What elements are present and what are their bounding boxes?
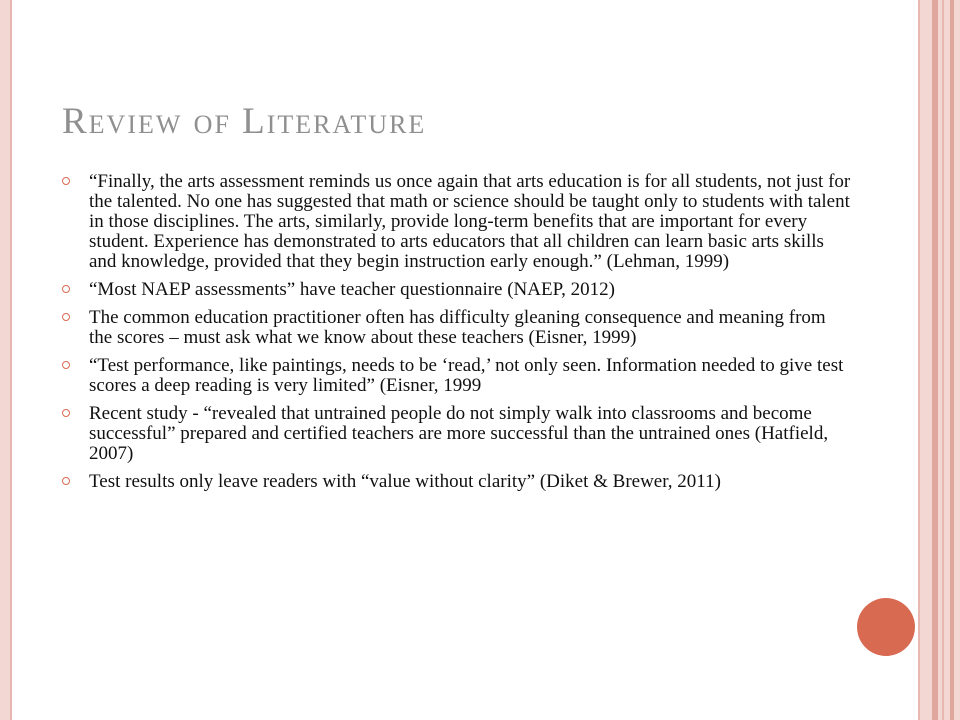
bullet-text: Test results only leave readers with “value without clarity” (Diket & Brewer, 2011) <box>89 471 721 492</box>
bullet-text: “Finally, the arts assessment reminds us once again that arts education is for all students, not just for the talented. No one has suggested that math or science should be taught only to students with talent in those disciplines. The arts, similarly, provide long-term benefits that are important for every student. Experience has demonstrated to arts educators that all children can learn basic arts skills and knowledge, provided that they begin instruction early enough.” (Lehman, 1999) <box>89 171 851 272</box>
bullet-item <box>62 472 852 492</box>
border-stripe <box>918 0 920 720</box>
bullet-text: “Test performance, like paintings, needs to be ‘read,’ not only seen. Information needed to give test scores a deep reading is very limited” (Eisner, 1999 <box>89 355 844 396</box>
accent-circle <box>857 598 915 656</box>
border-stripe <box>932 0 938 720</box>
border-stripe <box>942 0 944 720</box>
bullet-list <box>62 172 852 500</box>
bullet-item <box>62 280 852 300</box>
border-stripe <box>950 0 954 720</box>
bullet-text: Recent study - “revealed that untrained people do not simply walk into classrooms and become successful” prepared and certified teachers are more successful than the untrained ones (Hatfield, 2007) <box>89 403 829 464</box>
bullet-text: The common education practitioner often has difficulty gleaning consequence and meaning from the scores – must ask what we know about these teachers (Eisner, 1999) <box>89 307 826 348</box>
right-decorative-border <box>918 0 960 720</box>
bullet-circle-icon <box>62 477 70 485</box>
bullet-item <box>62 308 852 348</box>
bullet-circle-icon <box>62 361 70 369</box>
bullet-circle-icon <box>62 409 70 417</box>
bullet-item <box>62 404 852 464</box>
bullet-item <box>62 356 852 396</box>
slide-title: Review of Literature <box>62 101 427 142</box>
left-frame-border <box>0 0 12 720</box>
bullet-text: “Most NAEP assessments” have teacher questionnaire (NAEP, 2012) <box>89 279 615 300</box>
bullet-item <box>62 172 852 272</box>
bullet-circle-icon <box>62 177 70 185</box>
bullet-circle-icon <box>62 285 70 293</box>
bullet-circle-icon <box>62 313 70 321</box>
